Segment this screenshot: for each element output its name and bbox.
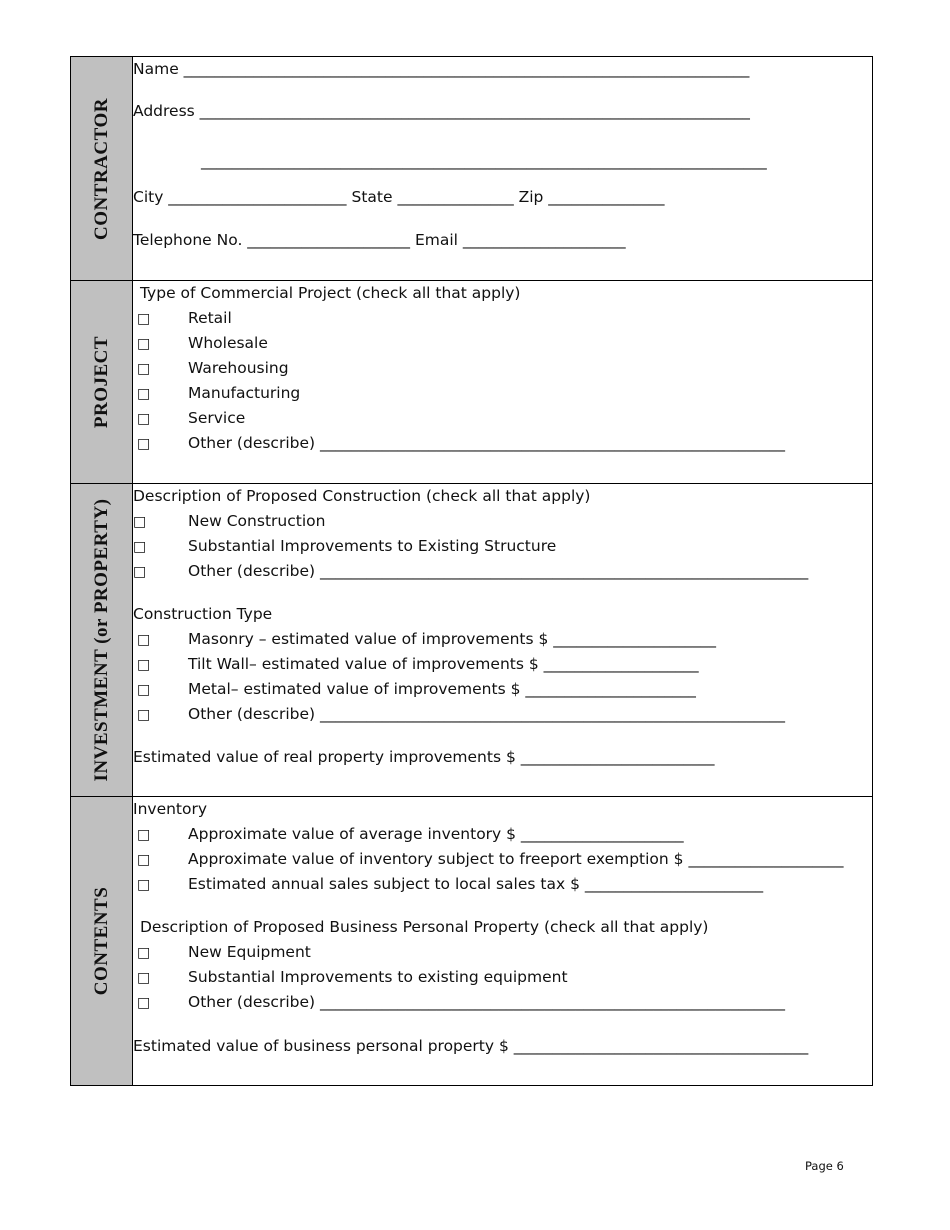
inventory-heading: Inventory xyxy=(133,800,208,818)
contractor-section-label: CONTRACTOR xyxy=(90,97,112,240)
project-fields xyxy=(133,281,873,484)
checkbox-icon[interactable]: □ xyxy=(137,436,151,452)
personal-property-improvements[interactable] xyxy=(133,965,872,990)
contractor-address-line2-field[interactable]: _________________________________________________________________________ xyxy=(201,152,767,170)
contractor-name-field[interactable]: Name _________________________________________________________________________ xyxy=(133,60,750,78)
checkbox-icon[interactable]: □ xyxy=(137,852,151,868)
construction-type-label: Tilt Wall– estimated value of improvements $ ____________________ xyxy=(188,655,699,673)
project-option-other[interactable] xyxy=(133,431,872,456)
checkbox-icon[interactable]: □ xyxy=(137,970,151,986)
personal-property-other[interactable] xyxy=(133,990,872,1015)
contractor-section xyxy=(71,57,873,281)
construction-type-masonry[interactable] xyxy=(133,627,872,652)
checkbox-icon[interactable]: □ xyxy=(137,386,151,402)
page-number: Page 6 xyxy=(805,1159,844,1173)
checkbox-icon[interactable]: □ xyxy=(137,877,151,893)
business-personal-property-value-field[interactable]: Estimated value of business personal property $ ______________________________________ xyxy=(133,1037,809,1055)
construction-description-heading: Description of Proposed Construction (check all that apply) xyxy=(133,487,591,505)
checkbox-icon[interactable]: □ xyxy=(137,411,151,427)
project-option-label: Wholesale xyxy=(188,334,268,352)
inventory-item-label: Approximate value of average inventory $ _____________________ xyxy=(188,825,684,843)
inventory-item-label: Estimated annual sales subject to local sales tax $ _______________________ xyxy=(188,875,764,893)
project-option-wholesale[interactable] xyxy=(133,331,872,356)
investment-fields xyxy=(133,484,873,797)
contractor-side-panel xyxy=(71,57,133,281)
real-property-value-field[interactable]: Estimated value of real property improvements $ _________________________ xyxy=(133,748,715,766)
checkbox-icon[interactable]: □ xyxy=(137,827,151,843)
personal-property-new-equipment[interactable] xyxy=(133,940,872,965)
construction-option-improvements[interactable] xyxy=(133,534,872,559)
inventory-item-freeport[interactable] xyxy=(133,847,872,872)
project-option-label: Retail xyxy=(188,309,232,327)
checkbox-icon[interactable]: □ xyxy=(137,945,151,961)
contractor-fields xyxy=(133,57,873,281)
contents-fields xyxy=(133,797,873,1086)
personal-property-label: Other (describe) ____________________________________________________________ xyxy=(188,993,785,1011)
project-option-retail[interactable] xyxy=(133,306,872,331)
contents-section xyxy=(71,797,873,1086)
checkbox-icon[interactable]: □ xyxy=(137,361,151,377)
construction-type-other[interactable] xyxy=(133,702,872,727)
project-option-label: Manufacturing xyxy=(188,384,301,402)
construction-type-heading: Construction Type xyxy=(133,605,273,623)
contractor-telephone-email-field[interactable]: Telephone No. _____________________ Email _____________________ xyxy=(133,231,626,249)
construction-type-tilt-wall[interactable] xyxy=(133,652,872,677)
project-section-label: PROJECT xyxy=(90,335,112,429)
contractor-address-field[interactable]: Address _______________________________________________________________________ xyxy=(133,102,750,120)
checkbox-icon[interactable]: □ xyxy=(137,657,151,673)
checkbox-icon[interactable]: □ xyxy=(137,336,151,352)
construction-type-label: Other (describe) ____________________________________________________________ xyxy=(188,705,785,723)
contractor-city-state-zip-field[interactable]: City _______________________ State _______________ Zip _______________ xyxy=(133,188,665,206)
checkbox-icon[interactable]: □ xyxy=(137,707,151,723)
inventory-item-average[interactable] xyxy=(133,822,872,847)
construction-type-label: Masonry – estimated value of improvements $ _____________________ xyxy=(188,630,717,648)
checkbox-icon[interactable]: □ xyxy=(137,632,151,648)
investment-section-label: INVESTMENT (or PROPERTY) xyxy=(90,498,112,782)
construction-option-label: New Construction xyxy=(188,512,326,530)
project-section xyxy=(71,281,873,484)
application-form-table xyxy=(70,56,873,1086)
construction-option-label: Other (describe) _______________________________________________________________ xyxy=(188,562,809,580)
contents-section-label: CONTENTS xyxy=(90,886,112,996)
personal-property-label: Substantial Improvements to existing equipment xyxy=(188,968,568,986)
construction-option-label: Substantial Improvements to Existing Structure xyxy=(188,537,557,555)
project-side-panel xyxy=(71,281,133,484)
project-option-manufacturing[interactable] xyxy=(133,381,872,406)
inventory-item-label: Approximate value of inventory subject to freeport exemption $ ____________________ xyxy=(188,850,844,868)
investment-side-panel xyxy=(71,484,133,797)
project-type-heading: Type of Commercial Project (check all that apply) xyxy=(140,284,521,302)
construction-type-metal[interactable] xyxy=(133,677,872,702)
personal-property-heading: Description of Proposed Business Personal Property (check all that apply) xyxy=(140,918,709,936)
project-option-service[interactable] xyxy=(133,406,872,431)
construction-option-other[interactable] xyxy=(133,559,872,584)
checkbox-icon[interactable]: □ xyxy=(137,995,151,1011)
checkbox-icon[interactable]: □ xyxy=(133,514,147,530)
checkbox-icon[interactable]: □ xyxy=(137,311,151,327)
personal-property-label: New Equipment xyxy=(188,943,311,961)
checkbox-icon[interactable]: □ xyxy=(137,682,151,698)
construction-option-new[interactable] xyxy=(133,509,872,534)
inventory-item-sales-tax[interactable] xyxy=(133,872,872,897)
project-option-label: Warehousing xyxy=(188,359,289,377)
project-option-label: Other (describe) ____________________________________________________________ xyxy=(188,434,785,452)
checkbox-icon[interactable]: □ xyxy=(133,539,147,555)
project-option-warehousing[interactable] xyxy=(133,356,872,381)
investment-section xyxy=(71,484,873,797)
project-option-label: Service xyxy=(188,409,246,427)
construction-type-label: Metal– estimated value of improvements $ ______________________ xyxy=(188,680,696,698)
checkbox-icon[interactable]: □ xyxy=(133,564,147,580)
contents-side-panel xyxy=(71,797,133,1086)
